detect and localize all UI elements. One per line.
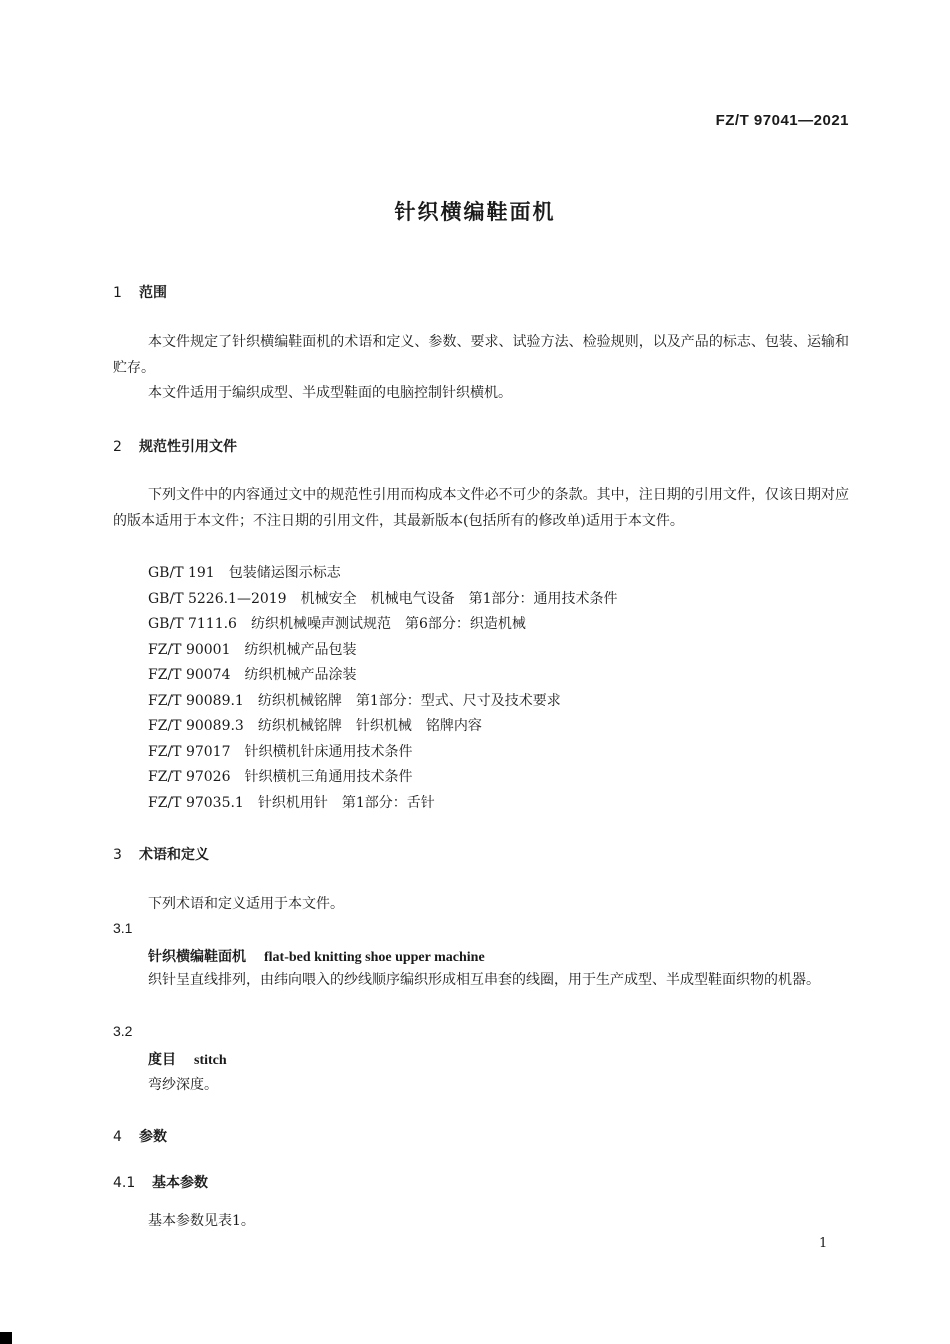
term-english: flat-bed knitting shoe upper machine — [264, 950, 485, 965]
paragraph-text: 本文件适用于编织成型、半成型鞋面的电脑控制针织横机。 — [148, 385, 512, 401]
definition-text: 织针呈直线排列，由纬向喂入的纱线顺序编织形成相互串套的线圈，用于生产成型、半成型鞋面织物的机器。 — [148, 972, 820, 988]
term-definition: 弯纱深度。 — [148, 1077, 218, 1093]
reference-code: FZ/T 90001 — [148, 642, 231, 658]
term-heading — [148, 1049, 227, 1069]
reference-item — [148, 562, 341, 582]
section-3-heading — [113, 844, 209, 864]
term-number: 3.2 — [113, 1023, 133, 1039]
reference-title: 纺织机械铭牌 第1部分：型式、尺寸及技术要求 — [257, 693, 561, 709]
reference-title: 针织机用针 第1部分：舌针 — [257, 795, 435, 811]
reference-title: 纺织机械产品涂装 — [244, 667, 357, 683]
paragraph-text: 本文件规定了针织横编鞋面机的术语和定义、参数、要求、试验方法、检验规则，以及产品的标志、包装、运输和贮存。 — [113, 334, 849, 376]
reference-code: FZ/T 90074 — [148, 667, 231, 683]
paragraph-text: 下列文件中的内容通过文中的规范性引用而构成本文件必不可少的条款。其中，注日期的引用文件，仅该日期对应的版本适用于本文件；不注日期的引用文件，其最新版本(包括所有的修改单)适用于本文件。 — [113, 487, 849, 529]
section-1-paragraph-2 — [113, 381, 849, 407]
reference-item — [148, 741, 412, 761]
section-1-heading — [113, 282, 167, 302]
section-title: 规范性引用文件 — [139, 439, 237, 455]
term-chinese: 度目 — [148, 1052, 176, 1068]
reference-title: 纺织机械噪声测试规范 第6部分：织造机械 — [250, 616, 526, 632]
reference-title: 纺织机械产品包装 — [244, 642, 357, 658]
page-number: 1 — [819, 1236, 828, 1251]
reference-item — [148, 613, 526, 633]
reference-code: FZ/T 97035.1 — [148, 795, 244, 811]
reference-title: 包装储运图示标志 — [228, 565, 341, 581]
section-number: 3 — [113, 847, 122, 863]
subsection-number: 4.1 — [113, 1175, 136, 1191]
reference-code: GB/T 7111.6 — [148, 616, 237, 632]
subsection-4-1-heading — [113, 1172, 208, 1192]
subsection-title: 基本参数 — [152, 1175, 208, 1191]
reference-code: GB/T 5226.1—2019 — [148, 591, 287, 607]
term-number: 3.1 — [113, 920, 133, 936]
section-3-intro: 下列术语和定义适用于本文件。 — [148, 896, 344, 912]
reference-code: GB/T 191 — [148, 565, 215, 581]
reference-code: FZ/T 90089.3 — [148, 718, 244, 734]
section-1-paragraph-1 — [113, 330, 849, 381]
section-title: 范围 — [139, 285, 167, 301]
document-title: 针织横编鞋面机 — [394, 200, 556, 224]
term-definition — [113, 968, 849, 994]
section-2-paragraph-1 — [113, 483, 849, 534]
reference-item — [148, 766, 412, 786]
term-english: stitch — [194, 1053, 227, 1068]
subsection-4-1-text: 基本参数见表1。 — [148, 1213, 255, 1229]
reference-code: FZ/T 97026 — [148, 769, 231, 785]
reference-item — [148, 715, 482, 735]
reference-code: FZ/T 90089.1 — [148, 693, 244, 709]
reference-title: 针织横机三角通用技术条件 — [244, 769, 413, 785]
reference-title: 针织横机针床通用技术条件 — [244, 744, 413, 760]
section-4-heading — [113, 1126, 167, 1146]
section-number: 2 — [113, 439, 122, 455]
corner-mark — [0, 1332, 12, 1344]
reference-code: FZ/T 97017 — [148, 744, 231, 760]
section-number: 1 — [113, 285, 122, 301]
term-chinese: 针织横编鞋面机 — [148, 949, 246, 965]
document-number: FZ/T 97041—2021 — [715, 112, 849, 129]
reference-item — [148, 690, 561, 710]
reference-item — [148, 792, 435, 812]
section-title: 参数 — [139, 1129, 167, 1145]
section-number: 4 — [113, 1129, 122, 1145]
term-heading — [148, 946, 485, 966]
reference-title: 纺织机械铭牌 针织机械 铭牌内容 — [257, 718, 482, 734]
reference-title: 机械安全 机械电气设备 第1部分：通用技术条件 — [300, 591, 618, 607]
reference-item — [148, 639, 356, 659]
reference-item — [148, 664, 356, 684]
section-title: 术语和定义 — [139, 847, 209, 863]
reference-item — [148, 588, 618, 608]
section-2-heading — [113, 436, 237, 456]
